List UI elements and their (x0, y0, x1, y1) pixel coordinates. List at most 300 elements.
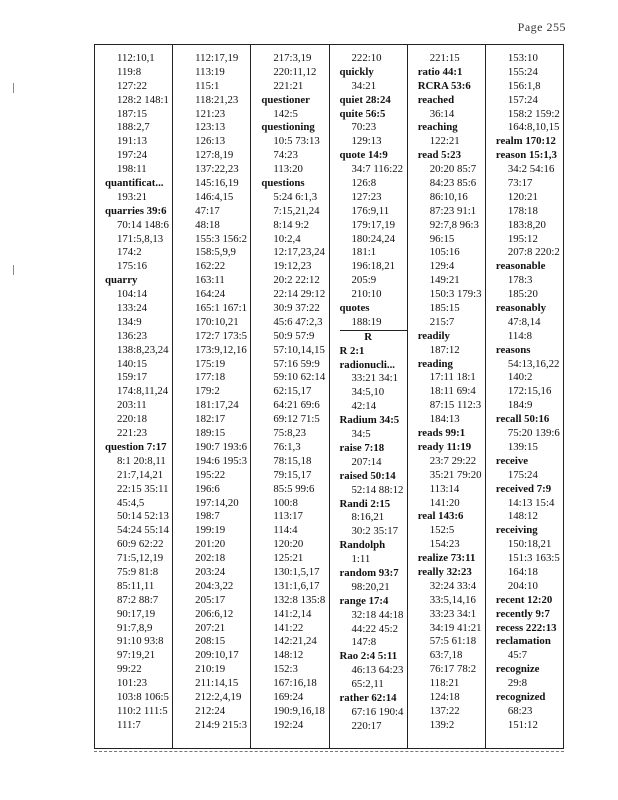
page-line-ref: 85:5 99:6 (273, 482, 315, 495)
index-term: questioner (261, 93, 310, 106)
page-line-ref: 120:20 (273, 538, 304, 551)
page-line-ref: 136:23 (117, 329, 147, 342)
page-line-ref: 113:19 (195, 65, 225, 78)
page-line-ref: 207:21 (195, 621, 226, 634)
page-line-ref: 96:15 (429, 232, 455, 245)
page-line-ref: 85:11,11 (117, 579, 155, 592)
page-line-ref: 8:16,21 (351, 511, 385, 524)
page-line-ref: 104:14 (117, 288, 147, 301)
page-line-ref: 187:15 (117, 107, 147, 120)
page-line-ref: 150:3 179:3 (429, 288, 482, 301)
page-line-ref: 34:21 (351, 79, 377, 92)
page-line-ref: 133:24 (117, 302, 147, 315)
page-line-ref: 137:22 (429, 704, 460, 717)
page-line-ref: 87:15 112:3 (429, 399, 482, 412)
page-line-ref: 54:13,16,22 (507, 357, 560, 370)
index-term: R 2:1 (339, 344, 365, 357)
page-line-ref: 153:10 (507, 52, 538, 64)
page-line-ref: 48:18 (195, 218, 220, 231)
page-line-ref: 175:16 (117, 260, 147, 273)
index-term: question 7:17 (105, 440, 167, 453)
index-term: reaching (417, 121, 458, 134)
page-line-ref: 221:21 (273, 79, 304, 92)
page-line-ref: 20:20 85:7 (429, 163, 477, 176)
page-line-ref: 172:15,16 (507, 385, 552, 398)
page-line-ref: 178:18 (507, 204, 538, 217)
page-line-ref: 45:7 (507, 649, 528, 662)
page-line-ref: 30:2 35:17 (351, 525, 399, 538)
page-line-ref: 155:24 (507, 65, 538, 78)
page-line-ref: 20:2 22:12 (273, 274, 320, 287)
page-line-ref: 14:13 15:4 (507, 496, 555, 509)
page-line-ref: 165:1 167:1 (195, 302, 248, 315)
page-line-ref: 23:7 29:22 (429, 454, 477, 467)
page-line-ref: 34:5,10 (351, 386, 385, 399)
page-line-ref: 36:14 (429, 107, 455, 120)
page-line-ref: 191:13 (117, 135, 147, 148)
page-line-ref: 22:15 35:11 (117, 482, 169, 495)
index-term: random 93:7 (339, 566, 399, 579)
page-line-ref: 174:8,11,24 (117, 385, 169, 398)
page-line-ref: 205:17 (195, 593, 226, 606)
page-line-ref: 184:13 (429, 413, 460, 426)
page-line-ref: 178:3 (507, 274, 533, 287)
page-line-ref: 204:3,22 (195, 579, 234, 592)
page-line-ref: 151:3 163:5 (507, 552, 560, 565)
page-line-ref: 33:23 34:1 (429, 607, 477, 620)
index-term: receiving (495, 524, 538, 537)
page-line-ref: 47:8,14 (507, 315, 541, 328)
page-line-ref: 132:8 135:8 (273, 593, 326, 606)
page-line-ref: 220:18 (117, 413, 147, 426)
page-line-ref: 74:23 (273, 149, 298, 162)
page-line-ref: 207:8 220:2 (507, 246, 560, 259)
page-line-ref: 103:8 106:5 (117, 690, 169, 703)
index-term: quantificat... (105, 177, 164, 190)
page-line-ref: 50:9 57:9 (273, 329, 315, 342)
page-line-ref: 90:17,19 (117, 607, 156, 620)
index-column (95, 45, 173, 748)
page-line-ref: 112:17,19 (195, 52, 239, 64)
index-term: quiet 28:24 (339, 93, 391, 106)
page-line-ref: 220:17 (351, 719, 382, 732)
page-line-ref: 76:1,3 (273, 440, 301, 453)
index-term: read 5:23 (417, 149, 461, 162)
page-line-ref: 10:5 73:13 (273, 135, 320, 148)
page-line-ref: 206:6,12 (195, 607, 234, 620)
index-term: rather 62:14 (339, 691, 397, 704)
page-line-ref: 101:23 (117, 677, 147, 690)
index-term: reading (417, 357, 453, 370)
index-term: recall 50:16 (495, 413, 550, 426)
page-line-ref: 176:9,11 (351, 204, 390, 217)
page-line-ref: 69:12 71:5 (273, 413, 320, 426)
page-line-ref: 44:22 45:2 (351, 622, 399, 635)
page-line-ref: 32:18 44:18 (351, 608, 404, 621)
page-line-ref: 76:17 78:2 (429, 663, 477, 676)
page-line-ref: 203:11 (117, 399, 147, 412)
page-line-ref: 130:1,5,17 (273, 565, 320, 578)
index-column (173, 45, 251, 748)
page-line-ref: 33:5,14,16 (429, 593, 476, 606)
page-line-ref: 197:14,20 (195, 496, 239, 509)
page-line-ref: 154:23 (429, 538, 460, 551)
index-column (408, 45, 486, 748)
page-line-ref: 45:4,5 (117, 496, 145, 509)
page-line-ref: 73:17 (507, 177, 533, 190)
page-line-ref: 157:24 (507, 93, 538, 106)
page-line-ref: 124:18 (429, 690, 460, 703)
index-term: realm 170:12 (495, 135, 556, 148)
page-line-ref: 189:15 (195, 427, 226, 440)
page-line-ref: 112:10,1 (117, 52, 155, 64)
page-line-ref: 210:10 (351, 288, 382, 301)
page-line-ref: 98:20,21 (351, 580, 390, 593)
margin-tick-mark (13, 83, 18, 93)
page-line-ref: 127:23 (351, 190, 382, 203)
section-letter: R (340, 330, 407, 345)
index-term: reached (417, 93, 455, 106)
page-line-ref: 196:18,21 (351, 260, 396, 273)
page-line-ref: 151:12 (507, 718, 538, 731)
page-line-ref: 8:1 20:8,11 (117, 454, 166, 467)
page-line-ref: 127:8,19 (195, 149, 234, 162)
index-term: range 17:4 (339, 594, 389, 607)
page-line-ref: 1:11 (351, 553, 371, 566)
page-line-ref: 105:16 (429, 246, 460, 259)
page-line-ref: 10:2,4 (273, 232, 301, 245)
page-line-ref: 75:9 81:8 (117, 565, 159, 578)
page-line-ref: 70:23 (351, 121, 377, 134)
index-term: quite 56:5 (339, 107, 386, 120)
page-line-ref: 118:21,23 (195, 93, 239, 106)
page-line-ref: 163:11 (195, 274, 225, 287)
index-term: received 7:9 (495, 482, 552, 495)
page-line-ref: 87:2 88:7 (117, 593, 159, 606)
index-term: reads 99:1 (417, 427, 466, 440)
page-line-ref: 138:8,23,24 (117, 343, 169, 356)
page-line-ref: 63:7,18 (429, 649, 463, 662)
index-term: reasonable (495, 260, 546, 273)
page-line-ref: 57:16 59:9 (273, 357, 320, 370)
page-line-ref: 127:22 (117, 79, 147, 92)
page-line-ref: 34:7 116:22 (351, 163, 404, 176)
page-line-ref: 120:21 (507, 190, 538, 203)
page-number: Page 255 (517, 20, 566, 34)
index-term: recently 9:7 (495, 607, 550, 620)
page-line-ref: 197:24 (117, 149, 147, 162)
page-line-ref: 195:22 (195, 468, 226, 481)
index-table (94, 44, 564, 749)
page-line-ref: 205:9 (351, 274, 377, 287)
page-line-ref: 164:8,10,15 (507, 121, 560, 134)
page-line-ref: 194:6 195:3 (195, 454, 248, 467)
page-line-ref: 42:14 (351, 400, 377, 413)
page-line-ref: 199:19 (195, 524, 226, 537)
page-line-ref: 125:21 (273, 552, 304, 565)
page-line-ref: 148:12 (507, 510, 538, 523)
page-line-ref: 134:9 (117, 315, 142, 328)
page-line-ref: 175:24 (507, 468, 538, 481)
page-line-ref: 183:8,20 (507, 218, 546, 231)
page-line-ref: 22:14 29:12 (273, 288, 326, 301)
page-line-ref: 34:5 (351, 428, 371, 441)
page-line-ref: 221:15 (429, 52, 460, 64)
index-term: quote 14:9 (339, 149, 388, 162)
page-line-ref: 139:15 (507, 440, 538, 453)
page-line-ref: 173:9,12,16 (195, 343, 247, 356)
page-line-ref: 204:10 (507, 579, 538, 592)
page-line-ref: 142:5 (273, 107, 298, 120)
page-line-ref: 97:19,21 (117, 649, 156, 662)
index-column (251, 45, 329, 748)
index-term: Randolph (339, 539, 386, 552)
page-line-ref: 113:20 (273, 163, 303, 176)
page-line-ref: 46:13 64:23 (351, 664, 404, 677)
page-line-ref: 59:10 62:14 (273, 371, 326, 384)
index-term: raised 50:14 (339, 469, 396, 482)
page-line-ref: 64:21 69:6 (273, 399, 320, 412)
page-line-ref: 149:21 (429, 274, 460, 287)
page-line-ref: 179:17,19 (351, 218, 396, 231)
page-line-ref: 190:9,16,18 (273, 704, 325, 717)
page-line-ref: 190:7 193:6 (195, 440, 248, 453)
page-line-ref: 91:7,8,9 (117, 621, 153, 634)
index-term: recent 12:20 (495, 593, 553, 606)
index-term: quickly (339, 65, 374, 78)
page-line-ref: 185:20 (507, 288, 538, 301)
page-line-ref: 147:8 (351, 636, 377, 649)
page-line-ref: 169:24 (273, 690, 304, 703)
index-term: Rao 2:4 5:11 (339, 650, 398, 663)
page-line-ref: 45:6 47:2,3 (273, 315, 323, 328)
page-line-ref: 114:8 (507, 329, 533, 342)
page-line-ref: 184:9 (507, 399, 533, 412)
page-line-ref: 148:12 (273, 649, 304, 662)
page-line-ref: 195:12 (507, 232, 538, 245)
page-line-ref: 164:24 (195, 288, 226, 301)
index-term: real 143:6 (417, 510, 464, 523)
page-line-ref: 68:23 (507, 704, 533, 717)
page-line-ref: 137:22,23 (195, 163, 239, 176)
index-term: reasons (495, 343, 531, 356)
page-line-ref: 60:9 62:22 (117, 538, 164, 551)
page-line-ref: 123:13 (195, 121, 226, 134)
page-line-ref: 118:21 (429, 677, 460, 690)
index-term: raise 7:18 (339, 441, 385, 454)
page-line-ref: 67:16 190:4 (351, 705, 404, 718)
bottom-rule (94, 751, 564, 752)
page-line-ref: 192:24 (273, 718, 304, 731)
page-line-ref: 140:15 (117, 357, 147, 370)
page-line-ref: 158:2 159:2 (507, 107, 560, 120)
page-line-ref: 19:12,23 (273, 260, 312, 273)
page-line-ref: 179:2 (195, 385, 220, 398)
page-line-ref: 99:22 (117, 663, 142, 676)
page-line-ref: 172:7 173:5 (195, 329, 248, 342)
page-line-ref: 128:2 148:1 (117, 93, 169, 106)
page-line-ref: 129:13 (351, 135, 382, 148)
page-line-ref: 75:20 139:6 (507, 427, 560, 440)
page-line-ref: 52:14 88:12 (351, 483, 404, 496)
page-line-ref: 113:14 (429, 482, 460, 495)
page-line-ref: 152:5 (429, 524, 455, 537)
page-line-ref: 70:14 148:6 (117, 218, 169, 231)
page-line-ref: 146:4,15 (195, 190, 234, 203)
page-line-ref: 210:19 (195, 663, 226, 676)
index-term: recess 222:13 (495, 621, 557, 634)
page-line-ref: 208:15 (195, 635, 226, 648)
page-line-ref: 114:4 (273, 524, 298, 537)
page-line-ref: 8:14 9:2 (273, 218, 310, 231)
page-line-ref: 57:5 61:18 (429, 635, 477, 648)
page-line-ref: 18:11 69:4 (429, 385, 476, 398)
page-line-ref: 220:11,12 (273, 65, 317, 78)
index-term: ready 11:19 (417, 440, 472, 453)
page-line-ref: 193:21 (117, 190, 147, 203)
page-line-ref: 217:3,19 (273, 52, 312, 64)
index-term: readily (417, 329, 450, 342)
page-line-ref: 50:14 52:13 (117, 510, 169, 523)
page-line-ref: 175:19 (195, 357, 226, 370)
index-term: Randi 2:15 (339, 497, 391, 510)
page-line-ref: 141:22 (273, 621, 304, 634)
page-line-ref: 91:10 93:8 (117, 635, 164, 648)
page-line-ref: 182:17 (195, 413, 226, 426)
page-line-ref: 177:18 (195, 371, 226, 384)
page-line-ref: 122:21 (429, 135, 460, 148)
index-term: radionucli... (339, 358, 396, 371)
page-line-ref: 110:2 111:5 (117, 704, 168, 717)
index-term: RCRA 53:6 (417, 79, 471, 92)
page-line-ref: 159:17 (117, 371, 147, 384)
page-line-ref: 126:8 (351, 177, 377, 190)
page-line-ref: 201:20 (195, 538, 226, 551)
page-line-ref: 188:2,7 (117, 121, 150, 134)
index-term: reasonably (495, 302, 547, 315)
page-line-ref: 57:10,14,15 (273, 343, 325, 356)
page-line-ref: 86:10,16 (429, 190, 468, 203)
page-line-ref: 196:6 (195, 482, 220, 495)
page-line-ref: 203:24 (195, 565, 226, 578)
page-line-ref: 185:15 (429, 302, 460, 315)
margin-tick-mark (13, 265, 18, 275)
page-line-ref: 209:10,17 (195, 649, 239, 662)
page-line-ref: 167:16,18 (273, 677, 317, 690)
page-line-ref: 171:5,8,13 (117, 232, 164, 245)
index-term: recognize (495, 663, 540, 676)
page-line-ref: 115:1 (195, 79, 220, 92)
page-line-ref: 181:1 (351, 246, 377, 259)
index-term: realize 73:11 (417, 552, 476, 565)
page-line-ref: 162:22 (195, 260, 226, 273)
page-line-ref: 21:7,14,21 (117, 468, 164, 481)
page-line-ref: 92:7,8 96:3 (429, 218, 479, 231)
page-line-ref: 141:20 (429, 496, 460, 509)
page-line-ref: 180:24,24 (351, 232, 396, 245)
index-term: recognized (495, 690, 546, 703)
page-line-ref: 187:12 (429, 343, 460, 356)
page-line-ref: 139:2 (429, 718, 455, 731)
page-line-ref: 140:2 (507, 371, 533, 384)
index-term: ratio 44:1 (417, 65, 463, 78)
page-line-ref: 78:15,18 (273, 454, 312, 467)
page-line-ref: 222:10 (351, 52, 382, 64)
page-line-ref: 156:1,8 (507, 79, 541, 92)
page-line-ref: 113:17 (273, 510, 303, 523)
page-line-ref: 111:7 (117, 718, 141, 731)
index-term: really 32:23 (417, 565, 472, 578)
page-line-ref: 34:2 54:16 (507, 163, 555, 176)
index-term: quarry (105, 274, 138, 287)
page-line-ref: 34:19 41:21 (429, 621, 482, 634)
page-line-ref: 145:16,19 (195, 177, 239, 190)
page-line-ref: 181:17,24 (195, 399, 239, 412)
index-term: receive (495, 454, 529, 467)
page-line-ref: 212:24 (195, 704, 226, 717)
page-line-ref: 212:2,4,19 (195, 690, 242, 703)
page-line-ref: 129:4 (429, 260, 455, 273)
page-line-ref: 62:15,17 (273, 385, 312, 398)
page-line-ref: 87:23 91:1 (429, 204, 477, 217)
page-line-ref: 100:8 (273, 496, 298, 509)
page-line-ref: 65:2,11 (351, 678, 384, 691)
page-line-ref: 142:21,24 (273, 635, 317, 648)
page-line-ref: 7:15,21,24 (273, 204, 320, 217)
index-term: Radium 34:5 (339, 414, 400, 427)
page-line-ref: 79:15,17 (273, 468, 312, 481)
index-column (486, 45, 563, 748)
page-line-ref: 35:21 79:20 (429, 468, 482, 481)
page-line-ref: 141:2,14 (273, 607, 312, 620)
page-line-ref: 188:19 (351, 315, 382, 328)
page-line-ref: 32:24 33:4 (429, 579, 477, 592)
page-line-ref: 202:18 (195, 552, 226, 565)
page-line-ref: 47:17 (195, 204, 220, 217)
page-line-ref: 207:14 (351, 455, 382, 468)
index-term: reclamation (495, 635, 551, 648)
page-line-ref: 30:9 37:22 (273, 302, 320, 315)
page-line-ref: 198:11 (117, 163, 147, 176)
page-line-ref: 54:24 55:14 (117, 524, 169, 537)
page-line-ref: 164:18 (507, 565, 538, 578)
page-line-ref: 119:8 (117, 65, 142, 78)
page-line-ref: 150:18,21 (507, 538, 552, 551)
page-line-ref: 126:13 (195, 135, 226, 148)
index-term: quarries 39:6 (105, 204, 167, 217)
page-line-ref: 17:11 18:1 (429, 371, 476, 384)
page-line-ref: 198:7 (195, 510, 220, 523)
page-line-ref: 155:3 156:2 (195, 232, 248, 245)
page-line-ref: 5:24 6:1,3 (273, 190, 318, 203)
page-line-ref: 214:9 215:3 (195, 718, 248, 731)
index-term: reason 15:1,3 (495, 149, 557, 162)
page-line-ref: 174:2 (117, 246, 142, 259)
page-line-ref: 152:3 (273, 663, 298, 676)
index-term: quotes (339, 302, 370, 315)
page-line-ref: 71:5,12,19 (117, 552, 164, 565)
page-line-ref: 131:1,6,17 (273, 579, 320, 592)
index-term: questions (261, 177, 305, 190)
page-line-ref: 29:8 (507, 677, 528, 690)
index-column (330, 45, 408, 748)
page-line-ref: 158:5,9,9 (195, 246, 236, 259)
page-line-ref: 215:7 (429, 315, 455, 328)
page-line-ref: 12:17,23,24 (273, 246, 325, 259)
page-line-ref: 170:10,21 (195, 315, 239, 328)
page-line-ref: 84:23 85:6 (429, 177, 477, 190)
index-term: questioning (261, 121, 315, 134)
